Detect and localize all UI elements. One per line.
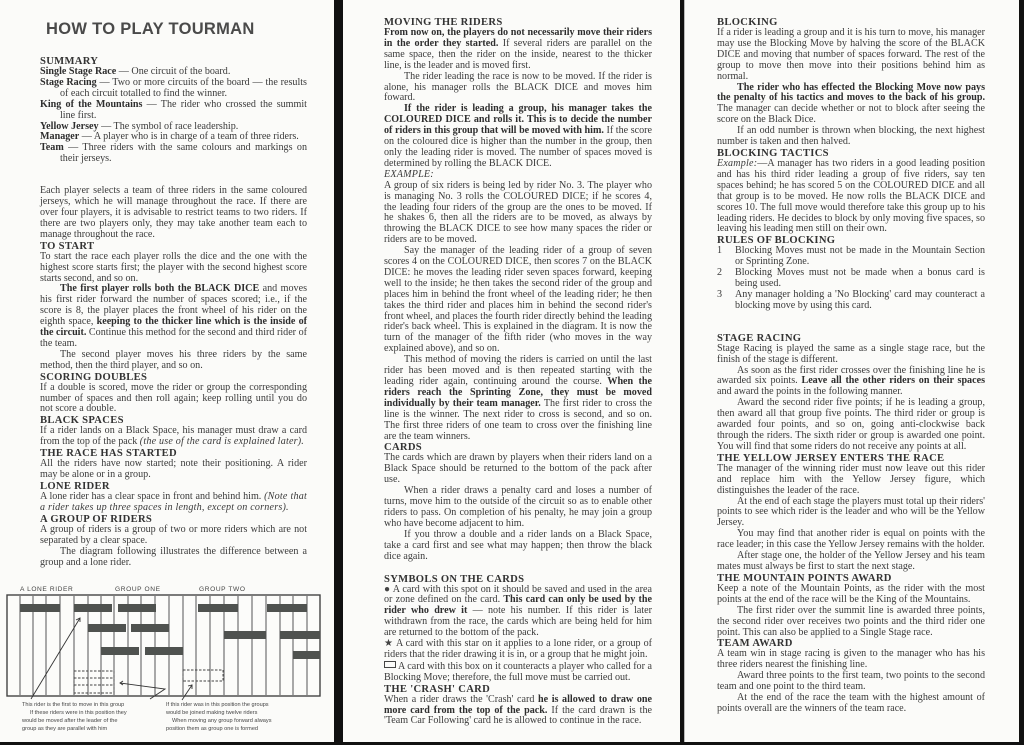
- symbol-star-paragraph: [384, 639, 652, 661]
- stage-racing-paragraph: Stage Racing is played the same as a single stage race, but the finish of the stage is different.: [717, 342, 985, 365]
- moving-riders-heading: MOVING THE RIDERS: [384, 17, 503, 28]
- text: A lone rider has a clear space in front and behind him.: [40, 491, 265, 502]
- italic-note: (the use of the card is explained later).: [139, 436, 305, 448]
- box-icon: [384, 661, 396, 668]
- moving-paragraph: [384, 28, 652, 72]
- rider-block: [118, 604, 156, 612]
- page-2: [343, 0, 680, 742]
- text: — note his number. If this rider is later withdrawn from the race, the cards which are being held for him are returned to the bottom of the pack.: [384, 605, 652, 639]
- bold-text: If the rider is leading a group, his manager takes the COLOURED DICE and rolls it. This is to decide the number of riders in this group that will be moved with him.: [384, 103, 652, 137]
- yellow-jersey-paragraph: You may find that another rider is equal on points with the race leader; in this case the Yellow Jersey remains with the holder.: [717, 528, 985, 551]
- bold-text: The rider who has effected the Blocking Move now pays the penalty of his tactics and moves to the back of his group.: [717, 81, 985, 104]
- text: When a rider draws the 'Crash' card: [384, 693, 538, 705]
- page-3: [684, 0, 1019, 742]
- black-spaces-heading: BLACK SPACES: [40, 415, 124, 427]
- rule-text: Blocking Moves must not be made when a bonus card is being used.: [735, 267, 985, 290]
- cards-paragraph: When a rider draws a penalty card and loses a number of turns, move him to the outside of the circuit so as to enable other riders to pass. On completion of his penalty, he may join a group who have become adjacent to him.: [384, 485, 652, 529]
- stage-racing-paragraph: Award the second rider five points; if he is leading a group, then award all that group five points. The third rider or group is awarded four points, and so on, going anti-clockwise back through the riders. The sixth rider or group is awarded one point. You will find that some riders do not receive any points at all.: [717, 397, 985, 452]
- rule-text: Blocking Moves must not be made in the Mountain Section or Sprinting Zone.: [735, 245, 985, 268]
- text: Continue this method for the second and third rider of the team.: [40, 327, 307, 349]
- page-3-column: [717, 17, 985, 715]
- summary-term: Yellow Jersey: [40, 120, 99, 132]
- bold-text: keeping to the thicker line which is the inside of the circuit.: [40, 316, 307, 339]
- rules-list: [717, 246, 985, 311]
- intro-paragraph: Each player selects a team of three riders in the same coloured jerseys, which he will manage throughout the race. If there are over four players, it is advisable to restrict teams to two riders. If there are two players only, they may take another team each to manage throughout the race.: [40, 185, 307, 240]
- summary-def: — Two or more circuits of the board — the results of each circuit totalled to find the winner.: [60, 76, 307, 99]
- scoring-doubles-heading: SCORING DOUBLES: [40, 371, 148, 383]
- rider-block: [224, 631, 266, 639]
- rule-number: 3: [717, 288, 723, 300]
- rider-block: [145, 647, 183, 655]
- rider-block: [131, 624, 169, 632]
- text: —A manager has two riders in a good leading position and has his third rider leading a group of five riders, say ten spaces behind; he has scored 5 on the COLOURED DICE and all that group is to be moved. He now rolls the BLACK DICE and scores 10. The full move would therefore take this group up to his leading riders. He decides to block by only moving five spaces, so leaving his leading men still on their own.: [717, 157, 985, 235]
- caption-line: If this rider was in this position the groups: [166, 702, 269, 708]
- yellow-jersey-paragraph: After stage one, the holder of the Yellow Jersey and his team mates must always be first to start the next stage.: [717, 550, 985, 572]
- lone-rider-paragraph: [40, 492, 307, 514]
- to-start-paragraph: The second player moves his three riders by the same method, then the third player, and so on.: [40, 348, 307, 371]
- yellow-jersey-paragraph: The manager of the winning rider must now leave out this rider and replace him with the Yellow Jersey figure, which distinguishes the leader of the race.: [717, 462, 985, 496]
- italic-label: Example:: [717, 157, 758, 169]
- rider-block: [101, 647, 139, 655]
- spot-icon: ●: [384, 583, 391, 595]
- rule-number: 2: [717, 267, 723, 279]
- rider-block: [20, 604, 60, 612]
- rule-item: [717, 268, 985, 290]
- rule-text: Any manager holding a 'No Blocking' card may counteract a blocking move by using this card.: [735, 288, 985, 311]
- black-spaces-paragraph: [40, 426, 307, 448]
- moving-paragraph: The rider leading the race is now to be moved. If the rider is alone, his manager rolls the BLACK DICE and moves him foward.: [384, 70, 652, 104]
- group-of-riders-heading: A GROUP OF RIDERS: [40, 513, 153, 525]
- page-1-column: [40, 56, 307, 568]
- cards-paragraph: The cards which are drawn by players when their riders land on a Black Space should be returned to the bottom of the pack after use.: [384, 452, 652, 486]
- summary-term: Team: [40, 142, 64, 154]
- caption-line: When moving any group forward always: [172, 718, 272, 724]
- text: A card with this box on it counteracts a player who called for a Blocking Move; therefore, the full move must be carried out.: [384, 660, 652, 683]
- summary-def: — A player who is in charge of a team of three riders.: [79, 131, 299, 143]
- text: This method of moving the riders is carried on until the last rider has been moved and is then repeated starting with the leading rider again, continuing around the course.: [384, 354, 652, 387]
- text: If the score on the coloured dice is higher than the number in the group, then only the leading rider is moved. The number of spaces moved is determined by rolling the BLACK DICE.: [384, 125, 653, 169]
- caption-right: [166, 701, 272, 733]
- to-start-paragraph: To start the race each player rolls the dice and the one with the highest score starts first; the player with the second highest score starts second, and so on.: [40, 250, 307, 284]
- caption-line: position them as group one is formed: [166, 726, 259, 732]
- summary-item: [40, 143, 307, 165]
- italic-note: (Note that a rider takes up three spaces in length, except on corners).: [40, 491, 307, 513]
- rule-item: [717, 246, 985, 268]
- symbols-heading: SYMBOLS ON THE CARDS: [384, 573, 525, 585]
- race-started-paragraph: All the riders have now started; note their positioning. A rider may be alone or in a group.: [40, 458, 307, 481]
- page-2-column: [384, 17, 652, 727]
- text: If a rider lands on a Black Space, his manager must draw a card from the top of the pack: [40, 425, 307, 448]
- rule-item: [717, 290, 985, 312]
- team-award-heading: TEAM AWARD: [717, 638, 793, 650]
- race-started-heading: THE RACE HAS STARTED: [40, 448, 177, 460]
- blocking-tactics-heading: BLOCKING TACTICS: [717, 147, 829, 159]
- blocking-paragraph: If an odd number is thrown when blocking, the next highest number is taken and then halved.: [717, 125, 985, 148]
- team-award-paragraph: Award three points to the first team, two points to the second team and one point to the third team.: [717, 670, 985, 693]
- page-title: HOW TO PLAY TOURMAN: [46, 20, 255, 38]
- bold-text: This card can only be used by the rider who drew it: [384, 594, 652, 617]
- bold-text: The first player rolls both the BLACK DICE: [60, 283, 260, 295]
- moving-paragraph: [384, 355, 652, 442]
- caption-line: If these riders were in this position they: [30, 710, 127, 716]
- caption-line: would be moved after the leader of the: [22, 718, 118, 724]
- to-start-paragraph: [40, 284, 307, 349]
- team-award-paragraph: A team win in stage racing is given to the manager who has his three riders nearest the finishing line.: [717, 648, 985, 671]
- group-of-riders-paragraph: A group of riders is a group of two or more riders which are not separated by a clear space.: [40, 523, 307, 546]
- caption-line: group as they are parallel with him: [22, 726, 108, 732]
- page-1: [0, 0, 334, 742]
- mountain-points-paragraph: The first rider over the summit line is awarded three points, the second rider over receives two points and the third rider one point. This can also be applied to a Single Stage race.: [717, 604, 985, 638]
- team-award-paragraph: At the end of the race the team with the highest amount of points overall are the winners of the team race.: [717, 692, 985, 714]
- stage-racing-heading: STAGE RACING: [717, 332, 802, 344]
- blocking-tactics-paragraph: [717, 159, 985, 235]
- blocking-heading: BLOCKING: [717, 17, 778, 28]
- rider-block: [280, 631, 320, 639]
- italic-label: EXAMPLE:: [384, 168, 434, 180]
- bold-text: When the riders reach the Sprinting Zone, they must be moved individually by their team manager.: [384, 376, 652, 409]
- rider-block: [74, 604, 112, 612]
- rider-block: [267, 604, 307, 612]
- moving-paragraph: [384, 104, 652, 169]
- summary-item: [40, 78, 307, 100]
- summary-item: [40, 100, 307, 122]
- cards-heading: CARDS: [384, 442, 422, 454]
- bold-text: he is allowed to draw one more card from the top of the pack.: [384, 693, 652, 716]
- symbol-box-paragraph: [384, 661, 652, 684]
- moving-paragraph: Say the manager of the leading rider of a group of seven scores 4 on the COLOURED DICE, then scores 7 on the BLACK DICE: he moves the leading rider seven spaces forward, keeping well to the inside; he then takes the second rider of the group and places him in behind the front wheel of the leading rider; he then takes the third rider and places him in behind the second rider's front wheel, and places the fourth rider directly behind the leading rider's back wheel. This is explained in the diagram. It is now the turn of the manager of the fifth rider (who moves in the way explained above), and so on.: [384, 245, 652, 355]
- label-group-two: GROUP TWO: [199, 586, 246, 593]
- rules-of-blocking-heading: RULES OF BLOCKING: [717, 235, 836, 247]
- blocking-paragraph: If a rider is leading a group and it is his turn to move, his manager may use the Blocking Move by halving the score of the BLACK DICE and moving that number of spaces forward. The rest of the group to move then move into their positions behind him as normal.: [717, 27, 985, 82]
- rider-block: [88, 624, 126, 632]
- stage-racing-paragraph: [717, 366, 985, 399]
- text: The manager can decide whether or not to block after seeing the score on the Black Dice.: [717, 103, 985, 126]
- rider-block: [198, 604, 238, 612]
- summary-def: — The rider who crossed the summit line first.: [60, 98, 307, 121]
- summary-term: King of the Mountains: [40, 98, 143, 110]
- summary-term: Stage Racing: [40, 76, 97, 88]
- mountain-points-heading: THE MOUNTAIN POINTS AWARD: [717, 572, 892, 584]
- summary-heading: SUMMARY: [40, 56, 99, 67]
- text: and moves his first rider forward the number of spaces scored; i.e., if the score is 8, the player places the front wheel of his rider on the eighth space,: [40, 283, 307, 328]
- summary-def: — Three riders with the same colours and markings on their jerseys.: [60, 142, 307, 165]
- text: A card with this spot on it should be saved and used in the area or zone defined on the card.: [384, 583, 652, 606]
- text: The first rider to cross the line is the winner. The next rider to cross is second, and so on. The first three riders of one team to cross over the finishing line are the team winners.: [384, 397, 652, 442]
- cards-paragraph: If you throw a double and a rider lands on a Black Space, take a card first and see what may happen; then throw the black dice again.: [384, 528, 652, 562]
- yellow-jersey-heading: THE YELLOW JERSEY ENTERS THE RACE: [717, 452, 945, 464]
- text: A card with this star on it applies to a lone rider, or a group of riders that the rider drawing it is in, or a group that he might join.: [384, 638, 652, 660]
- text: If the card drawn is the 'Team Car Following' card he is allowed to continue in the race.: [384, 704, 652, 727]
- caption-line: This rider is the first to move in this group: [22, 702, 125, 708]
- mountain-points-paragraph: Keep a note of the Mountain Points, as the rider with the most points at the end of the race will be the King of the Mountains.: [717, 582, 985, 605]
- label-lone-rider: A LONE RIDER: [20, 586, 74, 593]
- caption-left: [22, 701, 127, 733]
- crash-card-paragraph: [384, 695, 652, 728]
- rider-block: [293, 651, 320, 659]
- caption-line: would be joined making twelve riders: [166, 710, 258, 716]
- summary-term: Single Stage Race: [40, 66, 117, 77]
- text: and award the points in the following manner.: [717, 386, 903, 398]
- summary-def: — The symbol of race leadership.: [98, 120, 239, 132]
- scoring-doubles-paragraph: If a double is scored, move the rider or group the corresponding number of spaces and then roll again; keep rolling until you do not score a double.: [40, 381, 307, 415]
- bold-text: Leave all the other riders on their spaces: [801, 375, 985, 387]
- text: As soon as the first rider crosses over the finishing line he is awarded six points.: [717, 364, 985, 387]
- symbol-spot-paragraph: [384, 585, 652, 640]
- blocking-paragraph: [717, 83, 985, 127]
- yellow-jersey-paragraph: At the end of each stage the players must total up their riders' points to see which rider is the leader and who will be the Yellow Jersey.: [717, 495, 985, 529]
- text: If several riders are parallel on the same space, then the rider on the inside, nearest to the thicker line, is the leader and is moved first.: [384, 37, 652, 71]
- label-group-one: GROUP ONE: [115, 586, 161, 593]
- rider-group-diagram: [0, 577, 334, 742]
- crash-card-heading: THE 'CRASH' CARD: [384, 683, 491, 695]
- star-icon: ★: [384, 638, 394, 650]
- lone-rider-heading: LONE RIDER: [40, 481, 110, 492]
- rule-number: 1: [717, 245, 723, 257]
- to-start-heading: TO START: [40, 240, 95, 252]
- bold-text: From now on, the players do not necessarily move their riders in the order they started.: [384, 27, 652, 49]
- summary-term: Manager: [40, 131, 80, 143]
- summary-def: — One circuit of the board.: [116, 66, 231, 77]
- group-of-riders-paragraph: The diagram following illustrates the difference between a group and a lone rider.: [40, 545, 307, 568]
- summary-list: [40, 67, 307, 165]
- moving-paragraph: A group of six riders is being led by rider No. 3. The player who is managing No. 3 rolls the COLOURED DICE; if he scores 4, the leading four riders of the group are the ones to be moved. If he shakes 6, then all the riders are to be moved, as always by throwing the BLACK DICE to see how many spaces the rider or riders are to be moved.: [384, 179, 652, 246]
